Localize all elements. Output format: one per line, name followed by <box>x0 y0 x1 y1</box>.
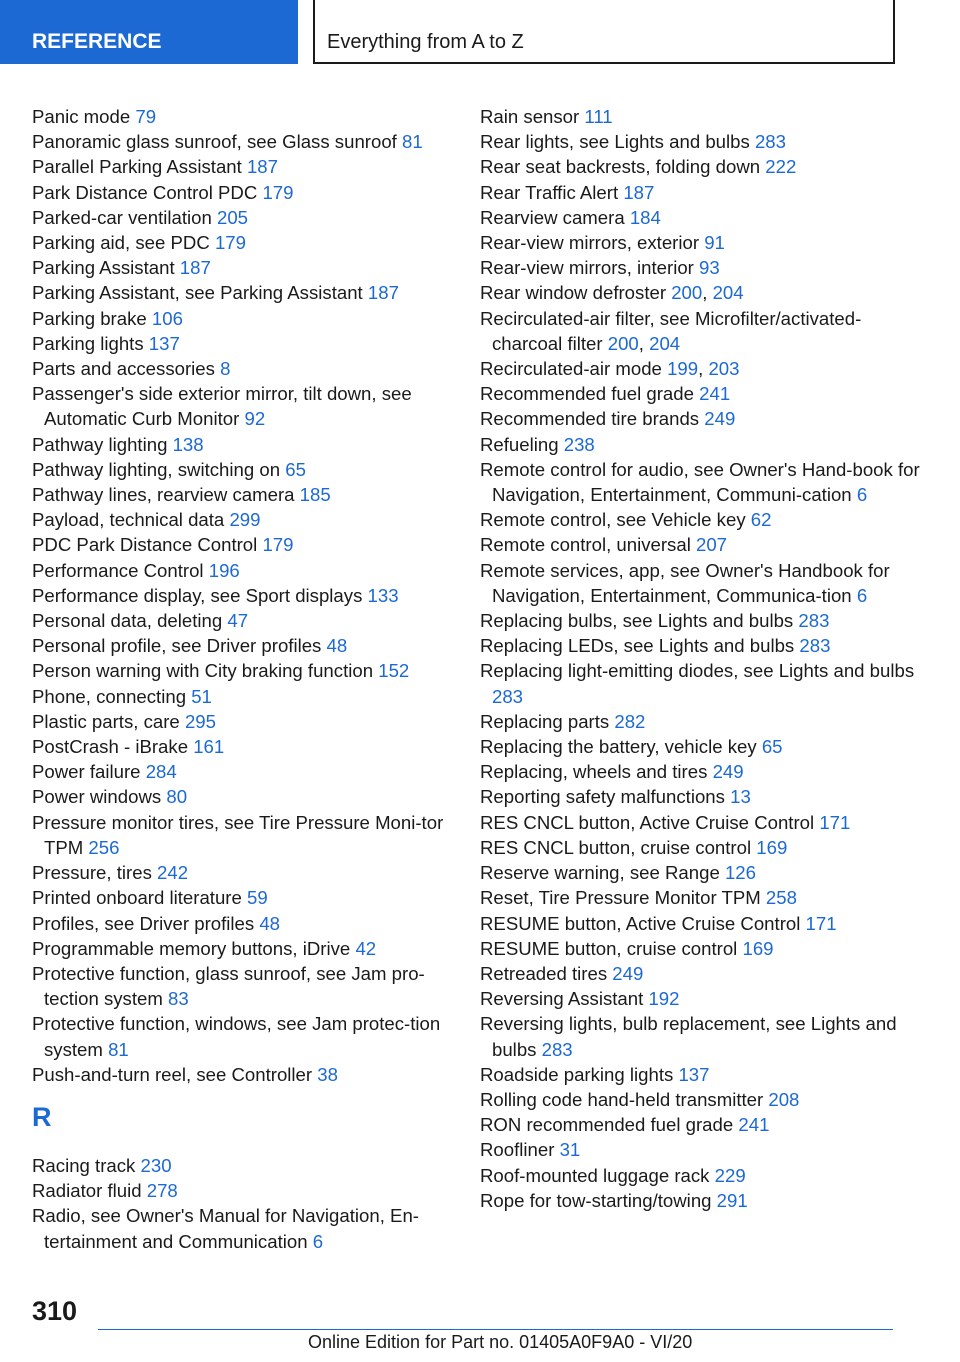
index-entry <box>32 633 452 658</box>
index-entry: Recirculated-air mode 199, 203 <box>480 358 740 380</box>
page-reference-link[interactable]: 13 <box>730 786 751 808</box>
index-entry-text: Pathway lines, rearview camera <box>32 484 295 506</box>
index-entry <box>480 230 920 255</box>
index-entry-text: Remote control, universal <box>480 534 691 556</box>
index-entry <box>480 709 920 734</box>
page-reference-link[interactable]: 222 <box>765 156 797 178</box>
page-title <box>313 0 895 64</box>
index-column-left <box>32 104 452 1254</box>
index-entry <box>480 936 920 961</box>
page-reference-link[interactable]: 200 <box>607 332 639 354</box>
index-entry <box>32 860 452 885</box>
index-entry-text: Park Distance Control PDC <box>32 181 258 203</box>
page-reference-link[interactable]: 8 <box>220 358 231 380</box>
page-reference-link[interactable]: 65 <box>285 458 306 480</box>
index-entry <box>32 280 452 305</box>
index-entry <box>480 1087 920 1112</box>
index-entry-text: Person warning with City braking function <box>32 660 374 682</box>
index-entry-text: Pressure, tires <box>32 862 152 884</box>
index-entry <box>480 986 920 1011</box>
index-entry-text: Rear-view mirrors, exterior <box>480 232 700 254</box>
index-entry <box>32 759 452 784</box>
index-entry <box>480 1112 920 1137</box>
page-reference-link[interactable]: 283 <box>798 610 830 632</box>
index-entry <box>32 180 452 205</box>
index-entry-text: Pressure monitor tires, see Tire Pressure Moni‐tor TPM <box>32 811 444 858</box>
index-entry-text: Parking aid, see PDC <box>32 232 210 254</box>
page-reference-link[interactable]: 200 <box>671 282 703 304</box>
index-entry-text: Programmable memory buttons, iDrive <box>32 937 351 959</box>
section-tab <box>0 0 298 64</box>
index-list-r <box>32 1153 452 1254</box>
page-reference-link[interactable]: 92 <box>244 408 266 430</box>
page-reference-link[interactable]: 283 <box>541 1038 573 1060</box>
page-reference-link[interactable]: 38 <box>317 1063 338 1085</box>
index-entry <box>32 961 452 1011</box>
page-reference-link[interactable]: 81 <box>108 1038 129 1060</box>
index-entry-text: Roof-mounted luggage rack <box>480 1164 710 1186</box>
page-reference-link[interactable]: 6 <box>856 484 868 506</box>
index-entry <box>32 129 452 154</box>
page-reference-link[interactable]: 203 <box>708 358 740 380</box>
page-reference-link[interactable]: 51 <box>191 685 212 707</box>
index-entry-text: Racing track <box>32 1154 136 1176</box>
index-entry <box>480 205 920 230</box>
index-entry <box>32 306 452 331</box>
index-entry <box>480 633 920 658</box>
page-reference-link[interactable]: 241 <box>738 1114 770 1136</box>
index-entry <box>480 835 920 860</box>
index-entry <box>32 482 452 507</box>
index-entry-text: Rear lights, see Lights and bulbs <box>480 131 750 153</box>
page-reference-link[interactable]: 249 <box>612 962 644 984</box>
page-reference-link[interactable]: 295 <box>184 710 216 732</box>
page-reference-link[interactable]: 161 <box>193 736 225 758</box>
index-entry-text: Rain sensor <box>480 106 580 127</box>
index-entry-text: Rope for tow-starting/towing <box>480 1189 712 1211</box>
index-entry: Rear window defroster 200, 204 <box>480 282 744 304</box>
page-reference-link[interactable]: 192 <box>648 988 680 1010</box>
index-entry <box>32 230 452 255</box>
page-reference-link[interactable]: 138 <box>172 433 204 455</box>
index-entry <box>480 406 920 431</box>
index-entry <box>480 255 920 280</box>
index-entry <box>32 658 452 683</box>
page-reference-link[interactable]: 62 <box>750 509 772 531</box>
index-entry-text: Power failure <box>32 761 141 783</box>
page-reference-link[interactable]: 207 <box>696 534 728 556</box>
index-entry-text: Reporting safety malfunctions <box>480 786 725 808</box>
index-entry <box>480 457 920 507</box>
index-entry <box>480 860 920 885</box>
page-title-text: Everything from A to Z <box>327 31 524 53</box>
index-entry-text: Reset, Tire Pressure Monitor TPM <box>480 887 761 909</box>
page-reference-link[interactable]: 205 <box>217 206 249 228</box>
page-reference-link[interactable]: 81 <box>402 131 423 153</box>
index-entry-text: Replacing, wheels and tires <box>480 761 708 783</box>
index-list-p <box>32 104 452 1087</box>
index-entry-text: Parking lights <box>32 332 144 354</box>
index-entry <box>32 532 452 557</box>
page-reference-link[interactable]: 278 <box>146 1180 178 1202</box>
index-entry-text: Recommended fuel grade <box>480 383 694 405</box>
page-reference-link[interactable]: 48 <box>259 912 281 934</box>
index-entry-text: Remote control for audio, see Owner's Hand‐book for Navigation, Entertainment, Communi‐cation <box>480 458 920 506</box>
index-entry <box>32 709 452 734</box>
page-reference-link[interactable]: 208 <box>768 1088 800 1110</box>
index-entry-text: Performance display, see Sport displays <box>32 584 363 606</box>
index-entry-text: Rear window defroster <box>480 282 667 304</box>
index-entry <box>32 936 452 961</box>
index-entry-text: Retreaded tires <box>480 962 608 984</box>
index-entry-text: Reserve warning, see Range <box>480 862 720 884</box>
page-reference-link[interactable]: 283 <box>754 131 786 153</box>
index-list-r-continued <box>480 104 920 1213</box>
index-entry-text: Power windows <box>32 786 162 808</box>
index-entry-text: Protective function, windows, see Jam protec‐tion system <box>32 1013 441 1060</box>
index-entry <box>480 734 920 759</box>
index-entry <box>32 911 452 936</box>
page-reference-link[interactable]: 79 <box>135 106 157 127</box>
page-reference-link[interactable]: 230 <box>140 1154 172 1176</box>
index-entry-text: Replacing LEDs, see Lights and bulbs <box>480 635 795 657</box>
page-reference-link[interactable]: 229 <box>714 1164 746 1186</box>
page-reference-link[interactable]: 80 <box>166 786 188 808</box>
page-reference-link[interactable]: 179 <box>262 181 294 203</box>
index-entry <box>480 961 920 986</box>
index-entry-text: Replacing bulbs, see Lights and bulbs <box>480 610 794 632</box>
page-reference-link[interactable]: 283 <box>799 635 831 657</box>
index-entry-text: Rear-view mirrors, interior <box>480 257 694 279</box>
index-entry <box>32 432 452 457</box>
page-reference-link[interactable]: 256 <box>88 836 120 858</box>
index-entry <box>480 885 920 910</box>
index-entry <box>32 1178 452 1203</box>
page-reference-link[interactable]: 258 <box>765 887 797 909</box>
page-reference-link[interactable]: 179 <box>262 534 294 556</box>
index-entry-text: Radiator fluid <box>32 1180 142 1202</box>
page-reference-link[interactable]: 6 <box>312 1230 324 1252</box>
index-entry <box>480 608 920 633</box>
index-entry <box>480 104 920 129</box>
index-entry-text: Rear seat backrests, folding down <box>480 156 761 178</box>
index-entry <box>32 734 452 759</box>
index-entry <box>32 255 452 280</box>
index-entry-text: Reversing Assistant <box>480 988 644 1010</box>
page-reference-link[interactable]: 196 <box>208 559 240 581</box>
page-reference-link[interactable]: 299 <box>229 509 261 531</box>
page-reference-link[interactable]: 187 <box>367 282 399 304</box>
page-reference-link[interactable]: 171 <box>805 912 837 934</box>
page-reference-link[interactable]: 111 <box>584 106 613 127</box>
index-entry <box>480 1011 920 1061</box>
section-letter: R <box>32 1101 52 1132</box>
index-entry-text: Pathway lighting <box>32 433 168 455</box>
index-entry-text: RESUME button, Active Cruise Control <box>480 912 801 934</box>
page-reference-link[interactable]: 6 <box>856 584 868 606</box>
index-entry-text: Replacing light-emitting diodes, see Lights and bulbs <box>480 660 915 682</box>
page-reference-link[interactable]: 91 <box>704 232 725 254</box>
section-label: REFERENCE <box>32 30 162 53</box>
index-entry-text: RESUME button, cruise control <box>480 937 738 959</box>
index-entry-text: Passenger's side exterior mirror, tilt down, see Automatic Curb Monitor <box>32 383 412 430</box>
index-entry-text: Replacing parts <box>480 710 610 732</box>
page-reference-link[interactable]: 83 <box>168 988 189 1010</box>
page-reference-link[interactable]: 291 <box>716 1189 748 1211</box>
index-entry-text: Protective function, glass sunroof, see Jam pro‐tection system <box>32 962 425 1010</box>
index-entry <box>480 507 920 532</box>
index-entry-text: RES CNCL button, Active Cruise Control <box>480 811 815 833</box>
page-reference-link[interactable]: 171 <box>819 811 851 833</box>
page-reference-link[interactable]: 126 <box>724 862 756 884</box>
page-number: 310 <box>32 1296 78 1326</box>
index-entry-text: Roofliner <box>480 1139 555 1161</box>
page-reference-link[interactable]: 93 <box>699 257 720 279</box>
index-entry <box>480 1188 920 1213</box>
index-entry <box>480 532 920 557</box>
page-reference-link[interactable]: 204 <box>712 282 744 304</box>
index-entry <box>480 658 920 708</box>
index-entry <box>480 1163 920 1188</box>
page-reference-link[interactable]: 169 <box>756 836 788 858</box>
index-entry <box>32 784 452 809</box>
index-entry-text: Performance Control <box>32 559 204 581</box>
index-entry <box>480 810 920 835</box>
index-entry-text: Recirculated-air filter, see Microfilter/activated-charcoal filter <box>480 307 862 354</box>
index-entry-text: Recirculated-air mode <box>480 358 662 380</box>
page-reference-link[interactable]: 249 <box>704 408 736 430</box>
page-reference-link[interactable]: 284 <box>145 761 177 783</box>
index-entry-text: Parking brake <box>32 307 147 329</box>
page-reference-link[interactable]: 133 <box>367 584 399 606</box>
index-column-right <box>480 104 920 1213</box>
page-reference-link[interactable]: 199 <box>667 358 699 380</box>
page-reference-link[interactable]: 106 <box>151 307 183 329</box>
page-reference-link[interactable]: 187 <box>623 181 655 203</box>
index-entry <box>32 356 452 381</box>
index-entry <box>32 608 452 633</box>
index-entry-text: Personal data, deleting <box>32 610 223 632</box>
index-entry <box>480 759 920 784</box>
index-entry-text: Phone, connecting <box>32 685 187 707</box>
index-entry <box>32 205 452 230</box>
index-entry-text: Reversing lights, bulb replacement, see Lights and bulbs <box>480 1013 897 1060</box>
index-entry-text: Rear Traffic Alert <box>480 181 619 203</box>
index-entry <box>32 1011 452 1061</box>
page-reference-link[interactable]: 137 <box>678 1063 710 1085</box>
index-entry <box>32 885 452 910</box>
index-entry-text: Personal profile, see Driver profiles <box>32 635 322 657</box>
index-entry <box>32 558 452 583</box>
index-entry-text: Roadside parking lights <box>480 1063 674 1085</box>
page-reference-link[interactable]: 31 <box>559 1139 581 1161</box>
page-reference-link[interactable]: 187 <box>246 156 278 178</box>
page-reference-link[interactable]: 169 <box>742 937 774 959</box>
index-entry-text: Printed onboard literature <box>32 887 242 909</box>
page-reference-link[interactable]: 179 <box>214 232 246 254</box>
index-entry-text: Panic mode <box>32 106 131 127</box>
index-entry-text: PDC Park Distance Control <box>32 534 258 556</box>
page-reference-link[interactable]: 48 <box>326 635 348 657</box>
index-entry <box>480 180 920 205</box>
page-reference-link[interactable]: 249 <box>712 761 744 783</box>
page-reference-link[interactable]: 187 <box>179 257 211 279</box>
index-entry-text: Remote services, app, see Owner's Handbook for Navigation, Entertainment, Communica‐tion <box>480 559 890 606</box>
index-entry <box>480 154 920 179</box>
index-entry-text: Recommended tire brands <box>480 408 700 430</box>
index-entry-text: Parking Assistant, see Parking Assistant <box>32 282 363 304</box>
index-entry-text: RES CNCL button, cruise control <box>480 836 752 858</box>
index-entry-text: Rolling code hand-held transmitter <box>480 1088 764 1110</box>
index-entry-text: Profiles, see Driver profiles <box>32 912 255 934</box>
page-reference-link[interactable]: 241 <box>699 383 731 405</box>
index-entry <box>32 1062 452 1087</box>
index-entry-text: Parked-car ventilation <box>32 206 212 228</box>
index-entry <box>32 507 452 532</box>
index-entry-text: Parking Assistant <box>32 257 175 279</box>
index-entry <box>480 784 920 809</box>
index-entry-text: Pathway lighting, switching on <box>32 458 281 480</box>
index-entry <box>480 558 920 608</box>
page-reference-link[interactable]: 283 <box>492 685 524 707</box>
index-entry-text: Replacing the battery, vehicle key <box>480 736 757 758</box>
index-entry <box>32 104 452 129</box>
index-entry <box>480 911 920 936</box>
index-entry-text: Parts and accessories <box>32 358 215 380</box>
index-entry-text: Remote control, see Vehicle key <box>480 509 746 531</box>
index-entry: Recirculated-air filter, see Microfilter/activated-charcoal filter 200, 204 <box>480 307 862 354</box>
index-entry <box>480 129 920 154</box>
page-reference-link[interactable]: 65 <box>761 736 783 758</box>
index-entry <box>32 1153 452 1178</box>
page-reference-link[interactable]: 204 <box>649 332 681 354</box>
page-reference-link[interactable]: 184 <box>629 206 661 228</box>
footer-divider <box>98 1329 893 1330</box>
page-reference-link[interactable]: 152 <box>378 660 410 682</box>
page-reference-link[interactable]: 47 <box>227 610 249 632</box>
page-reference-link[interactable]: 282 <box>614 710 646 732</box>
index-entry <box>32 810 452 860</box>
page-reference-link[interactable]: 59 <box>247 887 268 909</box>
index-entry <box>32 457 452 482</box>
index-entry <box>480 1137 920 1162</box>
index-entry <box>480 432 920 457</box>
index-entry <box>32 1203 452 1253</box>
index-entry <box>32 684 452 709</box>
footer-edition: Online Edition for Part no. 01405A0F9A0 - VI/20 <box>308 1332 693 1352</box>
index-entry-text: Panoramic glass sunroof, see Glass sunroof <box>32 131 397 153</box>
index-entry-text: Plastic parts, care <box>32 710 180 732</box>
index-entry-text: PostCrash - iBrake <box>32 736 189 758</box>
page-reference-link[interactable]: 242 <box>157 862 189 884</box>
index-entry-text: RON recommended fuel grade <box>480 1114 734 1136</box>
index-entry-text: Refueling <box>480 433 559 455</box>
index-entry <box>32 331 452 356</box>
index-entry-text: Push-and-turn reel, see Controller <box>32 1063 313 1085</box>
page-reference-link[interactable]: 42 <box>355 937 377 959</box>
index-entry-text: Radio, see Owner's Manual for Navigation, En‐tertainment and Communication <box>32 1205 419 1252</box>
page-reference-link[interactable]: 238 <box>563 433 595 455</box>
index-entry <box>480 1062 920 1087</box>
index-entry <box>32 154 452 179</box>
page-reference-link[interactable]: 137 <box>148 332 180 354</box>
index-entry-text: Payload, technical data <box>32 509 225 531</box>
page-reference-link[interactable]: 185 <box>299 484 331 506</box>
index-entry-text: Rearview camera <box>480 206 625 228</box>
index-entry <box>480 381 920 406</box>
index-entry <box>32 381 452 431</box>
index-entry-text: Parallel Parking Assistant <box>32 156 242 178</box>
index-entry <box>32 583 452 608</box>
